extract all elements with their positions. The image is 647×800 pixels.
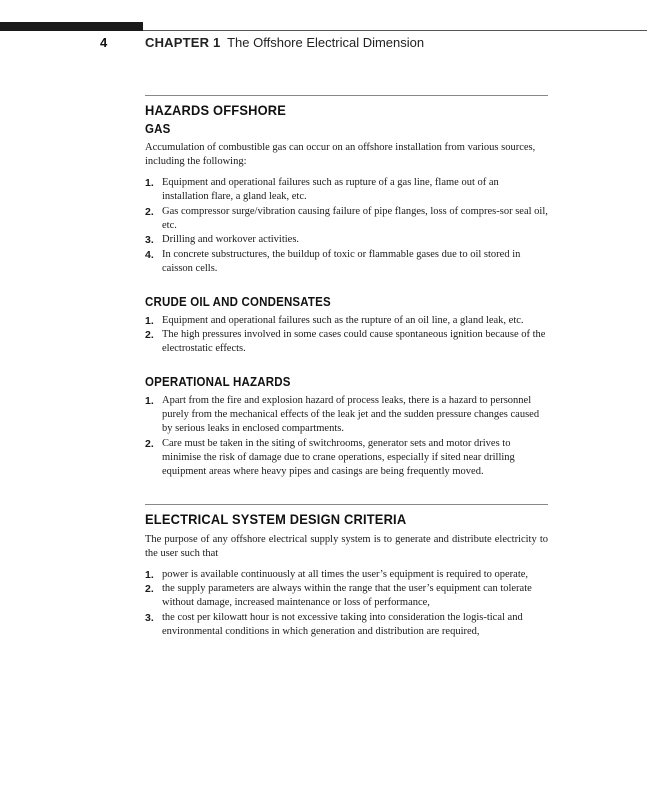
subsection-title-operational: OPERATIONAL HAZARDS [145, 375, 291, 389]
list-text: Equipment and operational failures such as rupture of a gas line, flame out of an installation flare, a gland leak, etc. [162, 177, 499, 202]
section-rule [145, 95, 548, 96]
list-text: Drilling and workover activities. [162, 234, 300, 245]
list-item [145, 248, 548, 276]
list-number: 2. [145, 583, 154, 595]
list-item [145, 176, 548, 204]
list-number: 2. [145, 329, 154, 341]
list-number: 1. [145, 395, 154, 407]
section-title-design: ELECTRICAL SYSTEM DESIGN CRITERIA [145, 510, 407, 527]
list-item [145, 205, 548, 233]
gas-intro: Accumulation of combustible gas can occur on an offshore installation from various sources, including the following: [145, 142, 536, 167]
list-text: The high pressures involved in some cases could cause spontaneous ignition because of the electrostatic effects. [162, 329, 546, 354]
list-number: 2. [145, 205, 154, 218]
list-item [145, 611, 548, 639]
design-intro: The purpose of any offshore electrical supply system is to generate and distribute electricity to the user such that [145, 533, 548, 559]
design-list [145, 568, 548, 639]
subsection-title-gas: GAS [145, 122, 171, 136]
header-bar-thick [0, 22, 143, 31]
chapter-title: The Offshore Electrical Dimension [227, 35, 425, 50]
subsection-title-crude: CRUDE OIL AND CONDENSATES [145, 294, 331, 309]
running-header [145, 35, 424, 50]
list-number: 3. [145, 611, 154, 624]
crude-list [145, 314, 548, 357]
list-number: 4. [145, 248, 154, 261]
list-text: In concrete substructures, the buildup of toxic or flammable gases due to oil stored in caisson cells. [162, 248, 521, 274]
section-title-hazards: HAZARDS OFFSHORE [145, 102, 287, 118]
section-rule [145, 504, 548, 505]
list-item [145, 582, 548, 610]
list-item [145, 568, 548, 582]
gas-list [145, 176, 548, 276]
list-number: 1. [145, 568, 154, 581]
list-item [145, 328, 548, 356]
list-text: the supply parameters are always within the range that the user’s equipment can tolerate without damage, increased maintenance or loss of performance, [162, 583, 532, 608]
list-text: Gas compressor surge/vibration causing failure of pipe flanges, loss of compres-sor seal oil, etc. [162, 205, 548, 231]
list-item [145, 233, 548, 247]
list-number: 2. [145, 437, 154, 450]
list-text: power is available continuously at all times the user’s equipment is required to operate, [162, 568, 529, 580]
list-text: the cost per kilowatt hour is not excessive taking into consideration the logis-tical and environmental conditions in which generation and distribution are required, [162, 611, 523, 637]
list-number: 1. [145, 177, 154, 189]
list-item [145, 314, 548, 328]
list-number: 1. [145, 314, 154, 327]
list-item [145, 394, 548, 436]
list-text: Apart from the fire and explosion hazard of process leaks, there is a hazard to personnel purely from the mechanical effects of the leak jet and the sudden pressure changes caused by serious leaks in enclosed compartments. [162, 395, 540, 434]
list-item [145, 437, 548, 479]
page-number: 4 [100, 35, 108, 50]
list-number: 3. [145, 234, 154, 246]
list-text: Care must be taken in the siting of switchrooms, generator sets and motor drives to minimise the risk of damage due to crane operations, especially if sited near drilling equipment areas where heavy pipes and casings are being frequently moved. [162, 437, 515, 477]
header-rule [143, 30, 647, 31]
chapter-label: CHAPTER 1 [145, 35, 221, 50]
operational-list [145, 394, 548, 479]
page-content [145, 95, 548, 639]
list-text: Equipment and operational failures such as the rupture of an oil line, a gland leak, etc. [162, 314, 524, 326]
